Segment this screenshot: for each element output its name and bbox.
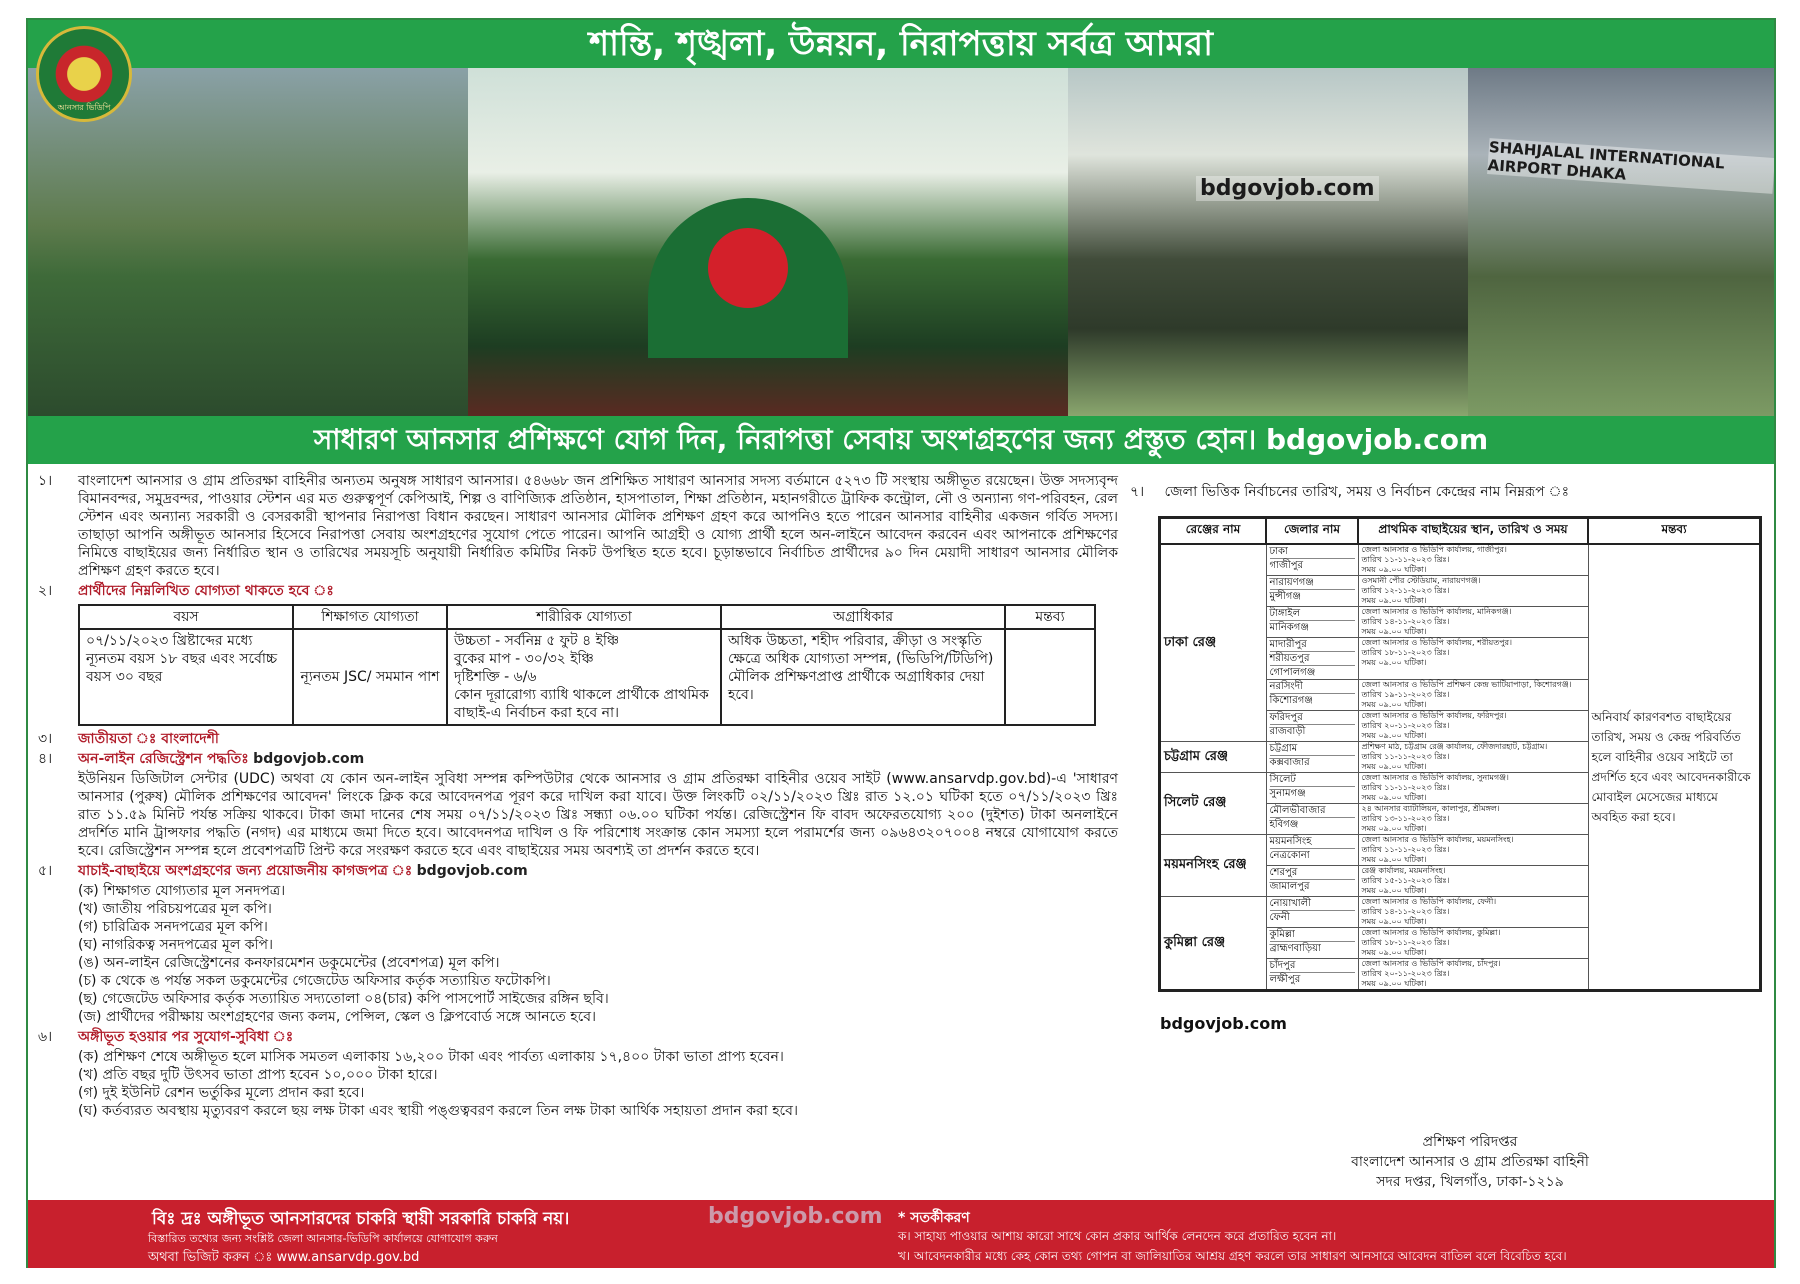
footer-bar	[28, 1200, 1774, 1268]
venue-cell	[1358, 711, 1588, 742]
caution-line: খ। আবেদনকারীর মধ্যে কেহ কোন তথ্য গোপন বা জালিয়াতির আশ্রয় গ্রহণ করলে তার সাধারণ আনসারে আবেদন বাতিল বলে বিবেচিত হবে।	[898, 1249, 1567, 1263]
range-name-cell: ময়মনসিংহ রেঞ্জ	[1160, 835, 1267, 897]
district-cell	[1266, 638, 1358, 680]
venue-line: জেলা আনসার ও ভিডিপি কার্যালয়, শরীয়তপুর।	[1361, 638, 1512, 647]
guard-parade-photo	[1068, 68, 1468, 416]
district-name: কিশোরগঞ্জ	[1269, 695, 1313, 706]
venue-line: জেলা আনসার ও ভিডিপি কার্যালয়, ফেনী।	[1361, 897, 1497, 906]
district-name: কুমিল্লা	[1270, 928, 1355, 942]
section-6	[38, 1028, 1128, 1046]
section-6-title: অঙ্গীভূত হওয়ার পর সুযোগ-সুবিধা ঃ	[78, 1029, 294, 1045]
venue-cell	[1358, 959, 1588, 991]
venue-line: জেলা আনসার ও ভিডিপি কার্যালয়, কুমিল্লা।	[1361, 928, 1501, 937]
watermark: bdgovjob.com	[708, 1204, 883, 1229]
district-cell	[1266, 711, 1358, 742]
col-header: অগ্রাধিকার	[721, 605, 1005, 629]
district-name: নেত্রকোনা	[1269, 850, 1310, 861]
section-number: ৪।	[38, 751, 53, 767]
venue-line: তারিখ ১৮-১১-২০২৩ খ্রিঃ।	[1361, 648, 1450, 657]
district-name: মাদারীপুর	[1270, 638, 1355, 652]
list-item: (ছ) গেজেটেড অফিসার কর্তৃক সত্যায়িত সদ্যতোলা ০৪(চার) কপি পাসপোর্ট সাইজের রঙ্গিন ছবি।	[78, 991, 609, 1007]
section-1	[38, 472, 1128, 580]
venue-line: জেলা আনসার ও ভিডিপি কার্যালয়, ময়মনসিংহ।	[1361, 835, 1514, 844]
venue-line: তারিখ ১৯-১১-২০২৩ খ্রিঃ।	[1361, 690, 1450, 699]
eligibility-table	[78, 604, 1096, 726]
section-2	[38, 582, 1128, 600]
physical-cell	[447, 629, 721, 725]
list-item: (ঙ) অন-লাইন রেজিস্ট্রেশনের কনফারমেশন ডকুমেন্টের (প্রবেশপত্র) মূল কপি।	[78, 955, 500, 971]
venue-cell	[1358, 576, 1588, 607]
section-number: ৩।	[38, 731, 53, 747]
col-header: জেলার নাম	[1266, 518, 1358, 545]
district-cell	[1266, 897, 1358, 928]
district-name: লক্ষীপুর	[1269, 974, 1301, 985]
section-number: ৫।	[38, 863, 53, 879]
venue-line: সময় ০৯.০০ ঘটিকা।	[1361, 596, 1427, 605]
col-header: রেঞ্জের নাম	[1160, 518, 1267, 545]
district-name: শরীয়তপুর	[1270, 652, 1355, 666]
section-2-title: প্রার্থীদের নিম্নলিখিত যোগ্যতা থাকতে হবে ঃ	[78, 583, 334, 599]
district-cell	[1266, 928, 1358, 959]
venue-cell	[1358, 638, 1588, 680]
disease-text: কোন দূরারোগ্য ব্যাধি থাকলে প্রার্থীকে প্রাথমিক বাছাই-এ নির্বাচন করা হবে না।	[454, 687, 709, 721]
district-name: গোপালগঞ্জ	[1269, 667, 1316, 678]
notice-page	[26, 18, 1776, 1268]
col-header: বয়স	[79, 605, 293, 629]
range-name-cell: ঢাকা রেঞ্জ	[1160, 544, 1267, 742]
table-header-row	[79, 605, 1095, 629]
district-name: মুন্সীগঞ্জ	[1269, 591, 1301, 602]
footer-contact: বিস্তারিত তথ্যের জন্য সংশ্লিষ্ট জেলা আনসার-ভিডিপি কার্যালয়ে যোগাযোগ করুন	[148, 1232, 498, 1245]
district-cell	[1266, 866, 1358, 897]
table-row	[79, 629, 1095, 725]
venue-cell	[1358, 742, 1588, 773]
venue-line: সময় ০৯.০০ ঘটিকা।	[1361, 917, 1427, 926]
eyesight-text: দৃষ্টিশক্তি - ৬/৬	[454, 669, 537, 685]
district-name: হবিগঞ্জ	[1269, 819, 1299, 830]
district-name: টাঙ্গাইল	[1270, 607, 1355, 621]
district-name: শেরপুর	[1270, 866, 1355, 880]
venue-line: তারিখ ১১-১১-২০২৩ খ্রিঃ।	[1361, 783, 1450, 792]
section-7-title: জেলা ভিত্তিক নির্বাচনের তারিখ, সময় ও নির্বাচন কেন্দ্রের নাম নিম্নরূপ ঃ	[1164, 484, 1570, 500]
list-item: (ঘ) নাগরিকত্ব সনদপত্রের মূল কপি।	[78, 937, 274, 953]
venue-line: তারিখ ১২-১১-২০২৩ খ্রিঃ।	[1361, 586, 1450, 595]
range-name-cell: কুমিল্লা রেঞ্জ	[1160, 897, 1267, 991]
list-item: (গ) দুই ইউনিট রেশন ভর্তুকির মূল্যে প্রদান করা হবে।	[78, 1085, 365, 1101]
section-7-header	[1130, 480, 1776, 504]
venue-line: সময় ০৯.০০ ঘটিকা।	[1361, 627, 1427, 636]
main-content	[38, 472, 1128, 1120]
col-header: শারীরিক যোগ্যতা	[447, 605, 721, 629]
venue-cell	[1358, 835, 1588, 866]
watermark: bdgovjob.com	[416, 863, 528, 879]
venue-cell	[1358, 928, 1588, 959]
district-name: গাজীপুর	[1269, 560, 1304, 571]
venue-line: সময় ০৯.০০ ঘটিকা।	[1361, 948, 1427, 957]
logo-text: আনসার ভিডিপি	[57, 103, 111, 112]
watermark: bdgovjob.com	[253, 751, 365, 767]
list-item: (খ) জাতীয় পরিচয়পত্রের মূল কপি।	[78, 901, 272, 917]
section-5	[38, 862, 1128, 880]
nationality-text: জাতীয়তা ঃ বাংলাদেশী	[78, 731, 219, 747]
venue-cell	[1358, 897, 1588, 928]
district-name: ফেনী	[1269, 912, 1290, 923]
district-cell	[1266, 773, 1358, 804]
venue-line: জেলা আনসার ও ভিডিপি কার্যালয়, ফরিদপুর।	[1361, 711, 1507, 720]
venue-line: সময় ০৯.০০ ঘটিকা।	[1361, 824, 1427, 833]
slogan-text: শান্তি, শৃঙ্খলা, উন্নয়ন, নিরাপত্তায় সর্বত্র আমরা	[589, 24, 1213, 64]
venue-line: জেলা আনসার ও ভিডিপি কার্যালয়, চাঁদপুর।	[1361, 959, 1501, 968]
section-number: ১।	[38, 473, 53, 489]
section-number: ২।	[38, 583, 53, 599]
district-name: নোয়াখালী	[1270, 897, 1355, 911]
district-cell	[1266, 680, 1358, 711]
district-name: নারায়ণগঞ্জ	[1270, 576, 1355, 590]
venue-line: তারিখ ২০-১১-২০২৩ খ্রিঃ।	[1361, 969, 1450, 978]
venue-line: তারিখ ১৮-১১-২০২৩ খ্রিঃ।	[1361, 938, 1450, 947]
district-cell	[1266, 959, 1358, 991]
section-number: ৬।	[38, 1029, 53, 1045]
banner-text: সাধারণ আনসার প্রশিক্ষণে যোগ দিন, নিরাপত্তা সেবায় অংশগ্রহণের জন্য প্রস্তুত হোন। bdgovjob.com	[313, 423, 1489, 456]
venue-line: সময় ০৯.০০ ঘটিকা।	[1361, 855, 1427, 864]
venue-line: সময় ০৯.০০ ঘটিকা।	[1361, 565, 1427, 574]
section-4-title: অন-লাইন রেজিস্ট্রেশন পদ্ধতিঃ	[78, 751, 249, 767]
list-item: (খ) প্রতি বছর দুটি উৎসব ভাতা প্রাপ্য হবেন ১০,০০০ টাকা হারে।	[78, 1067, 438, 1083]
venue-cell	[1358, 680, 1588, 711]
venue-line: তারিখ ১১-১১-২০২৩ খ্রিঃ।	[1361, 555, 1450, 564]
venue-line: সময় ০৯.০০ ঘটিকা।	[1361, 731, 1427, 740]
col-header: মন্তব্য	[1005, 605, 1095, 629]
ansar-vdp-logo-icon	[36, 26, 132, 122]
venue-cell	[1358, 866, 1588, 897]
section-number: ৭।	[1130, 484, 1145, 500]
airport-sign: SHAHJALAL INTERNATIONAL AIRPORT DHAKA	[1487, 138, 1774, 194]
section-5-title: যাচাই-বাছাইয়ে অংশগ্রহণের জন্য প্রয়োজনীয় কাগজপত্র ঃ	[78, 863, 413, 879]
district-cell	[1266, 607, 1358, 638]
district-cell	[1266, 576, 1358, 607]
district-name: সিলেট	[1270, 773, 1355, 787]
venue-line: রেঞ্জ কার্যালয়, ময়মনসিংহ।	[1361, 866, 1446, 875]
venue-line: সময় ০৯.০০ ঘটিকা।	[1361, 700, 1427, 709]
caution-line: ক। সাহায্য পাওয়ার আশায় কারো সাথে কোন প্রকার আর্থিক লেনদেন করে প্রতারিত হবেন না।	[898, 1229, 1337, 1243]
table-row	[1160, 544, 1761, 576]
venue-line: জেলা আনসার ও ভিডিপি কার্যালয়, সুনামগঞ্জ।	[1361, 773, 1509, 782]
list-item: (চ) ক থেকে ঙ পর্যন্ত সকল ডকুমেন্টের গেজেটেড অফিসার কর্তৃক সত্যায়িত ফটোকপি।	[78, 973, 551, 989]
education-cell: ন্যূনতম JSC/ সমমান পাশ	[293, 629, 447, 725]
district-name: মৌলভীবাজার	[1270, 804, 1355, 818]
schedule-section	[1130, 480, 1776, 1190]
red-disc-icon	[708, 228, 788, 308]
remarks-cell	[1005, 629, 1095, 725]
signature-line: বাংলাদেশ আনসার ও গ্রাম প্রতিরক্ষা বাহিনী	[1351, 1154, 1589, 1170]
district-name: কক্সবাজার	[1269, 757, 1310, 768]
venue-line: জেলা আনসার ও ভিডিপি কার্যালয়, মানিকগঞ্জ।	[1361, 607, 1512, 616]
col-header: মন্তব্য	[1588, 518, 1761, 545]
district-name: সুনামগঞ্জ	[1269, 788, 1306, 799]
district-name: মানিকগঞ্জ	[1269, 622, 1309, 633]
airport-guard-photo	[1468, 68, 1774, 416]
venue-line: ওসমানী পৌর স্টেডিয়াম, নারায়ণগঞ্জ।	[1361, 576, 1481, 585]
watermark: bdgovjob.com	[1160, 1014, 1287, 1033]
list-item: (ঘ) কর্তব্যরত অবস্থায় মৃত্যুবরণ করলে ছয় লক্ষ টাকা এবং স্থায়ী পঙ্গুত্ববরণ করলে তিন লক্ষ টাকা আর্থিক সহায়তা প্রদান করা হবে।	[78, 1103, 798, 1119]
district-cell	[1266, 835, 1358, 866]
venue-line: সময় ০৯.০০ ঘটিকা।	[1361, 658, 1427, 667]
venue-cell	[1358, 607, 1588, 638]
col-header: শিক্ষাগত যোগ্যতা	[293, 605, 447, 629]
signature-line: প্রশিক্ষণ পরিদপ্তর	[1422, 1134, 1518, 1150]
district-cell	[1266, 544, 1358, 576]
section-3	[38, 730, 1128, 748]
venue-line: ২৪ আনসার ব্যাটালিয়ন, কালাপুর, শ্রীমঙ্গল।	[1361, 804, 1500, 813]
venue-line: প্রশিক্ষণ মাঠ, চট্টগ্রাম রেঞ্জ কার্যালয়, ফৌজদারহাট, চট্টগ্রাম।	[1361, 742, 1548, 751]
district-cell	[1266, 742, 1358, 773]
venue-line: তারিখ ১৫-১১-২০২৩ খ্রিঃ।	[1361, 876, 1450, 885]
district-name: নরসিংদী	[1270, 680, 1355, 694]
height-text: উচ্চতা - সর্বনিম্ন ৫ ফুট ৪ ইঞ্চি	[454, 633, 620, 649]
venue-line: তারিখ ১৪-১১-২০২৩ খ্রিঃ।	[1361, 617, 1450, 626]
district-name: রাজবাড়ী	[1269, 726, 1306, 737]
age-cell: ০৭/১১/২০২৩ খ্রিষ্টাব্দের মধ্যে ন্যূনতম বয়স ১৮ বছর এবং সর্বোচ্চ বয়স ৩০ বছর	[79, 629, 293, 725]
signature-line: সদর দপ্তর, খিলগাঁও, ঢাকা-১২১৯	[1376, 1174, 1564, 1190]
schedule-remarks-cell: অনিবার্য কারণবশত বাছাইয়ের তারিখ, সময় ও কেন্দ্র পরিবর্তিত হলে বাহিনীর ওয়েব সাইটে তা প্রদর্শিত হবে এবং আবেদনকারীকে মোবাইল মেসেজের মাধ্যমে অবহিত করা হবে।	[1588, 544, 1761, 991]
district-name: চাঁদপুর	[1270, 959, 1355, 973]
section-1-text: বাংলাদেশ আনসার ও গ্রাম প্রতিরক্ষা বাহিনীর অন্যতম অনুষঙ্গ সাধারণ আনসার। ৫৪৬৬৮ জন প্রশিক্ষিত সাধারণ আনসার সদস্য বর্তমানে ৫২৭৩ টি সংস্থায় অঙ্গীভূত রয়েছেন। উক্ত সদস্যবৃন্দ বিমানবন্দর, সমুদ্রবন্দর, পাওয়ার স্টেশন এর মত গুরুত্বপূর্ণ কেপিআই, শিল্প ও বাণিজ্যিক প্রতিষ্ঠান, হাসপাতাল, শিক্ষা প্রতিষ্ঠান, মহানগরীতে ট্রাফিক কন্ট্রোল, নৌ ও অন্যান্য গণ-পরিবহন, রেল স্টেশন এবং অন্যান্য সরকারী ও বেসরকারী স্থাপনার নিরাপত্তা বিধান করছেন। সাধারণ আনসার মৌলিক প্রশিক্ষণ গ্রহণ করে আপনিও হতে পারেন আনসার বাহিনীর একজন গর্বিত সদস্য। তাছাড়া আপনি অঙ্গীভূত আনসার হিসেবে নিরাপত্তা সেবায় অংশগ্রহণের সুযোগ পেতে পারেন। আপনি আগ্রহী ও যোগ্য প্রার্থী হলে অন-লাইনে আবেদন করবেন এবং আপনাকে প্রশিক্ষণের নিমিত্তে বাছাইয়ের জন্য নির্ধারিত স্থান ও তারিখের সময়সূচি অনুযায়ী নির্ধারিত কমিটির নিকট উপস্থিত হতে হবে। চূড়ান্তভাবে নির্বাচিত প্রার্থীদের ৯০ দিন মেয়াদী সাধারণ আনসার মৌলিক প্রশিক্ষণ গ্রহণ করতে হবে।	[78, 473, 1118, 579]
signature-block	[1310, 1132, 1630, 1192]
venue-line: সময় ০৯.০০ ঘটিকা।	[1361, 886, 1427, 895]
venue-line: জেলা আনসার ও ভিডিপি প্রশিক্ষণ কেন্দ্র ভাটিয়াপাড়া, কিশোরগঞ্জ।	[1361, 680, 1572, 689]
venue-line: তারিখ ২০-১১-২০২৩ খ্রিঃ।	[1361, 721, 1450, 730]
list-item: (ক) প্রশিক্ষণ শেষে অঙ্গীভূত হলে মাসিক সমতল এলাকায় ১৬,২০০ টাকা এবং পার্বত্য এলাকায় ১৭,৪০০ টাকা ভাতা প্রাপ্য হবেন।	[78, 1049, 784, 1065]
venue-line: সময় ০৯.০০ ঘটিকা।	[1361, 979, 1427, 988]
range-name-cell: সিলেট রেঞ্জ	[1160, 773, 1267, 835]
district-name: ব্রাহ্মণবাড়িয়া	[1269, 943, 1321, 954]
district-name: ঢাকা	[1270, 545, 1355, 559]
slogan-banner	[28, 20, 1774, 68]
footer-website-link[interactable]: অথবা ভিজিট করুন ঃ www.ansarvdp.gov.bd	[148, 1250, 420, 1265]
district-name: ময়মনসিংহ	[1270, 835, 1355, 849]
venue-line: সময় ০৯.০০ ঘটিকা।	[1361, 762, 1427, 771]
district-name: ফরিদপুর	[1270, 711, 1355, 725]
venue-cell	[1358, 804, 1588, 835]
venue-line: তারিখ ১৪-১১-২০২৩ খ্রিঃ।	[1361, 907, 1450, 916]
photo-collage	[28, 68, 1774, 416]
district-name: চট্টগ্রাম	[1270, 742, 1355, 756]
venue-line: সময় ০৯.০০ ঘটিকা।	[1361, 793, 1427, 802]
range-name-cell: চট্টগ্রাম রেঞ্জ	[1160, 742, 1267, 773]
schedule-body	[1160, 518, 1761, 991]
priority-cell: অধিক উচ্চতা, শহীদ পরিবার, ক্রীড়া ও সংস্কৃতি ক্ষেত্রে অধিক যোগ্যতা সম্পন্ন, (ভিডিপি/টিডিপি) মৌলিক প্রশিক্ষণপ্রাপ্ত প্রার্থীকে অগ্রাধিকার দেয়া হবে।	[721, 629, 1005, 725]
col-header: প্রাথমিক বাছাইয়ের স্থান, তারিখ ও সময়	[1358, 518, 1588, 545]
section-4-text: ইউনিয়ন ডিজিটাল সেন্টার (UDC) অথবা যে কোন অন-লাইন সুবিধা সম্পন্ন কম্পিউটার থেকে আনসার ও গ্রাম প্রতিরক্ষা বাহিনীর ওয়েব সাইট (www.ansarvdp.gov.bd)-এ 'সাধারণ আনসার (পুরুষ) মৌলিক প্রশিক্ষণের আবেদন' লিংকে ক্লিক করে আবেদনপত্র পূরণ করে দাখিল করা যাবে। উক্ত লিংকটি ০২/১১/২০২৩ খ্রিঃ রাত ১২.০১ ঘটিকা হতে ০৭/১১/২০২৩ খ্রিঃ রাত ১১.৫৯ মিনিট পর্যন্ত সক্রিয় থাকবে। টাকা জমা দানের শেষ সময় ০৭/১১/২০২৩ খ্রিঃ সন্ধ্যা ০৬.০০ ঘটিকা পর্যন্ত। রেজিস্ট্রেশন ফি বাবদ অফেরতযোগ্য ২০০ (দুইশত) টাকা অনলাইনে প্রদর্শিত মানি ট্রান্সফার পদ্ধতি (নগদ) এর মাধ্যমে জমা দিতে হবে। আবেদনপত্র দাখিল ও ফি পরিশোধ সংক্রান্ত কোন সমস্যা হলে পরামর্শের জন্য ০৯৬৪৩২০৭০০৪ নম্বরে যোগাযোগ করতে হবে। রেজিস্ট্রেশন সম্পন্ন হলে প্রবেশপত্রটি প্রিন্ট করে সংরক্ষণ করতে হবে এবং বাছাইয়ের সময় অবশ্যই তা প্রদর্শন করতে হবে।	[78, 771, 1118, 859]
venue-line: জেলা আনসার ও ভিডিপি কার্যালয়, গাজীপুর।	[1361, 545, 1507, 554]
venue-line: তারিখ ১৩-১১-২০২৩ খ্রিঃ।	[1361, 814, 1450, 823]
venue-line: তারিখ ১১-১১-২০২৩ খ্রিঃ।	[1361, 845, 1450, 854]
chest-text: বুকের মাপ - ৩০/৩২ ইঞ্চি	[454, 651, 594, 667]
venue-cell	[1358, 544, 1588, 576]
list-item: (ক) শিক্ষাগত যোগ্যতার মূল সনদপত্র।	[78, 883, 286, 899]
list-item: (জ) প্রার্থীদের পরীক্ষায় অংশগ্রহণের জন্য কলম, পেন্সিল, স্কেল ও ক্লিপবোর্ড সঙ্গে আনতে হবে।	[78, 1009, 597, 1025]
footer-notice: বিঃ দ্রঃ অঙ্গীভূত আনসারদের চাকরি স্থায়ী সরকারি চাকরি নয়।	[152, 1209, 570, 1229]
call-to-action-banner	[28, 416, 1774, 464]
venue-line: তারিখ ১১-১১-২০২৩ খ্রিঃ।	[1361, 752, 1450, 761]
schedule-table	[1158, 516, 1762, 992]
section-4-body	[38, 770, 1128, 860]
watermark: bdgovjob.com	[1196, 176, 1379, 201]
table-header-row	[1160, 518, 1761, 545]
list-item: (গ) চারিত্রিক সনদপত্রের মূল কপি।	[78, 919, 268, 935]
venue-cell	[1358, 773, 1588, 804]
caution-title: * সতর্কীকরণ	[898, 1210, 970, 1226]
district-name: জামালপুর	[1269, 881, 1310, 892]
section-4	[38, 750, 1128, 768]
district-cell	[1266, 804, 1358, 835]
